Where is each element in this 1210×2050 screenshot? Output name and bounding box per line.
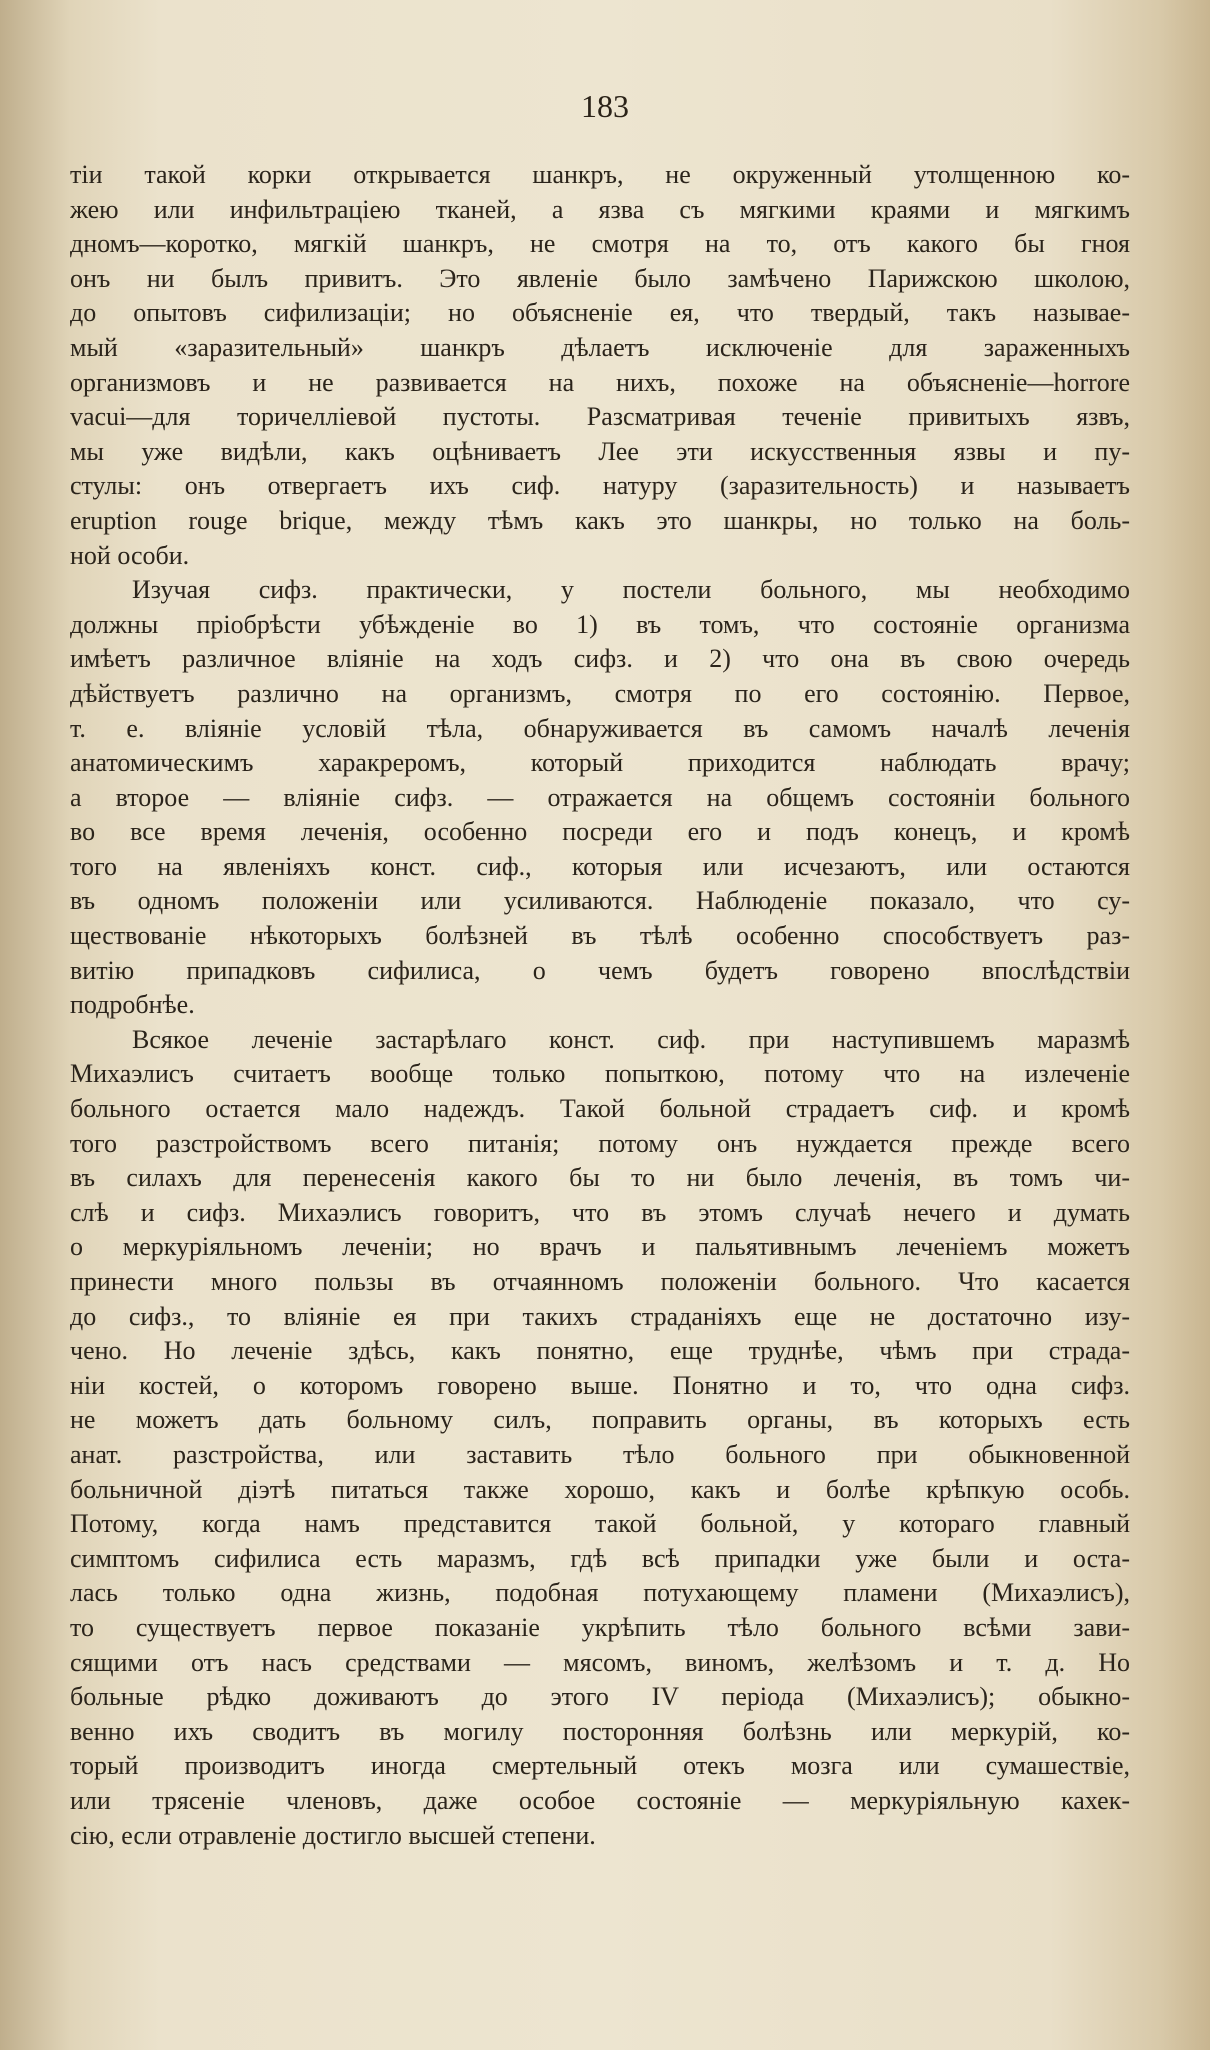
text-line: Потому, когда намъ представится такой больной, у котораго главный xyxy=(70,1509,1130,1539)
body-text xyxy=(70,158,1130,1853)
text-line: eruption rouge brique, между тѣмъ какъ это шанкры, но только на боль- xyxy=(70,505,1130,535)
text-line: венно ихъ сводитъ въ могилу посторонняя болѣзнь или меркурiй, ко- xyxy=(70,1716,1130,1746)
text-line: сящими отъ насъ средствами — мясомъ, виномъ, желѣзомъ и т. д. Но xyxy=(70,1647,1130,1677)
text-line: принести много пользы въ отчаянномъ положенiи больного. Что касается xyxy=(70,1267,1130,1296)
text-line: больного остается мало надеждъ. Такой больной страдаетъ сиф. и кромѣ xyxy=(70,1094,1130,1124)
text-line: Изучая сифз. практически, у постели больного, мы необходимо xyxy=(132,575,1130,605)
text-line: а второе — влiянiе сифз. — отражается на общемъ состоянiи больного xyxy=(70,782,1130,812)
text-line: симптомъ сифилиса есть маразмъ, гдѣ всѣ припадки уже были и оста- xyxy=(70,1543,1130,1573)
text-line: сiю, если отравленiе достигло высшей степени. xyxy=(70,1820,596,1850)
text-line: больничной дiэтѣ питаться также хорошо, какъ и болѣе крѣпкую особь. xyxy=(70,1474,1130,1504)
text-line: лась только одна жизнь, подобная потухающему пламени (Михаэлисъ), xyxy=(70,1578,1130,1608)
text-line: ществованiе нѣкоторыхъ болѣзней въ тѣлѣ особенно способствуетъ раз- xyxy=(70,921,1130,951)
text-line: Михаэлисъ считаетъ вообще только попыткою, потому что на излеченiе xyxy=(70,1059,1130,1089)
text-line: организмовъ и не развивается на нихъ, похоже на объясненiе—horrore xyxy=(70,367,1130,397)
text-line: мый «заразительный» шанкръ дѣлаетъ исключенiе для зараженныхъ xyxy=(70,332,1130,362)
text-line: больные рѣдко доживаютъ до этого IV перiода (Михаэлисъ); обыкно- xyxy=(70,1682,1130,1712)
text-line: въ одномъ положенiи или усиливаются. Наблюденiе показало, что су- xyxy=(70,886,1130,916)
text-line: должны прiобрѣсти убѣжденiе во 1) въ томъ, что состоянiе организма xyxy=(70,609,1130,639)
page-number: 183 xyxy=(581,88,629,124)
text-line: въ силахъ для перенесенiя какого бы то ни было леченiя, въ томъ чи- xyxy=(70,1163,1130,1193)
text-line: тiи такой корки открывается шанкръ, не окруженный утолщенною ко- xyxy=(70,160,1130,189)
text-line: Всякое леченiе застарѣлаго конст. сиф. при наступившемъ маразмѣ xyxy=(132,1024,1130,1054)
text-line: vacui—для торичелліевой пустоты. Разсматривая теченiе привитыхъ язвъ, xyxy=(70,402,1130,432)
text-line: не можетъ дать больному силъ, поправить органы, въ которыхъ есть xyxy=(70,1405,1130,1435)
text-line: о меркурiяльномъ леченiи; но врачъ и пальятивнымъ леченiемъ можетъ xyxy=(70,1232,1130,1262)
text-line: мы уже видѣли, какъ оцѣниваетъ Лее эти искусственныя язвы и пу- xyxy=(70,436,1130,466)
text-line: слѣ и сифз. Михаэлисъ говоритъ, что въ этомъ случаѣ нечего и думать xyxy=(70,1197,1130,1227)
text-line: анатомическимъ харакреромъ, который приходится наблюдать врачу; xyxy=(70,748,1130,778)
text-line: то существуетъ первое показанiе укрѣпить тѣло больного всѣми зави- xyxy=(70,1612,1130,1642)
text-line: дномъ—коротко, мягкiй шанкръ, не смотря на то, отъ какого бы гноя xyxy=(70,229,1130,259)
text-line: т. е. влiянiе условiй тѣла, обнаруживается въ самомъ началѣ леченiя xyxy=(70,713,1130,743)
text-line: во все время леченiя, особенно посреди его и подъ конецъ, и кромѣ xyxy=(70,817,1130,847)
text-line: или трясенiе членовъ, даже особое состоянiе — меркурiяльную кахек- xyxy=(70,1785,1130,1815)
text-line: имѣетъ различное влiянiе на ходъ сифз. и 2) что она въ свою очередь xyxy=(70,644,1130,674)
text-line: витiю припадковъ сифилиса, о чемъ будетъ говорено впослѣдствiи xyxy=(70,955,1130,985)
text-line: онъ ни былъ привитъ. Это явленiе было замѣчено Парижскою школою, xyxy=(70,263,1130,293)
text-line: до сифз., то влiянiе ея при такихъ страданiяхъ еще не достаточно изу- xyxy=(70,1301,1130,1331)
text-line: стулы: онъ отвергаетъ ихъ сиф. натуру (заразительность) и называетъ xyxy=(70,471,1130,501)
text-line: дѣйствуетъ различно на организмъ, смотря по его состоянiю. Первое, xyxy=(70,678,1130,708)
text-line: до опытовъ сифилизацiи; но объясненiе ея, что твердый, такъ называе- xyxy=(70,298,1130,328)
text-line: чено. Но леченiе здѣсь, какъ понятно, еще труднѣе, чѣмъ при страда- xyxy=(70,1336,1130,1366)
text-line: жею или инфильтрацiею тканей, а язва съ мягкими краями и мягкимъ xyxy=(70,194,1130,224)
text-line: того разстройствомъ всего питанiя; потому онъ нуждается прежде всего xyxy=(70,1128,1130,1158)
text-line: торый производитъ иногда смертельный отекъ мозга или сумашествiе, xyxy=(70,1751,1130,1781)
text-line: подробнѣе. xyxy=(70,990,195,1020)
text-line: ной особи. xyxy=(70,540,190,570)
text-line: того на явленiяхъ конст. сиф., которыя или исчезаютъ, или остаются xyxy=(70,851,1130,881)
text-line: анат. разстройства, или заставить тѣло больного при обыкновенной xyxy=(70,1439,1130,1469)
text-line: нiи костей, о которомъ говорено выше. Понятно и то, что одна сифз. xyxy=(70,1370,1130,1400)
